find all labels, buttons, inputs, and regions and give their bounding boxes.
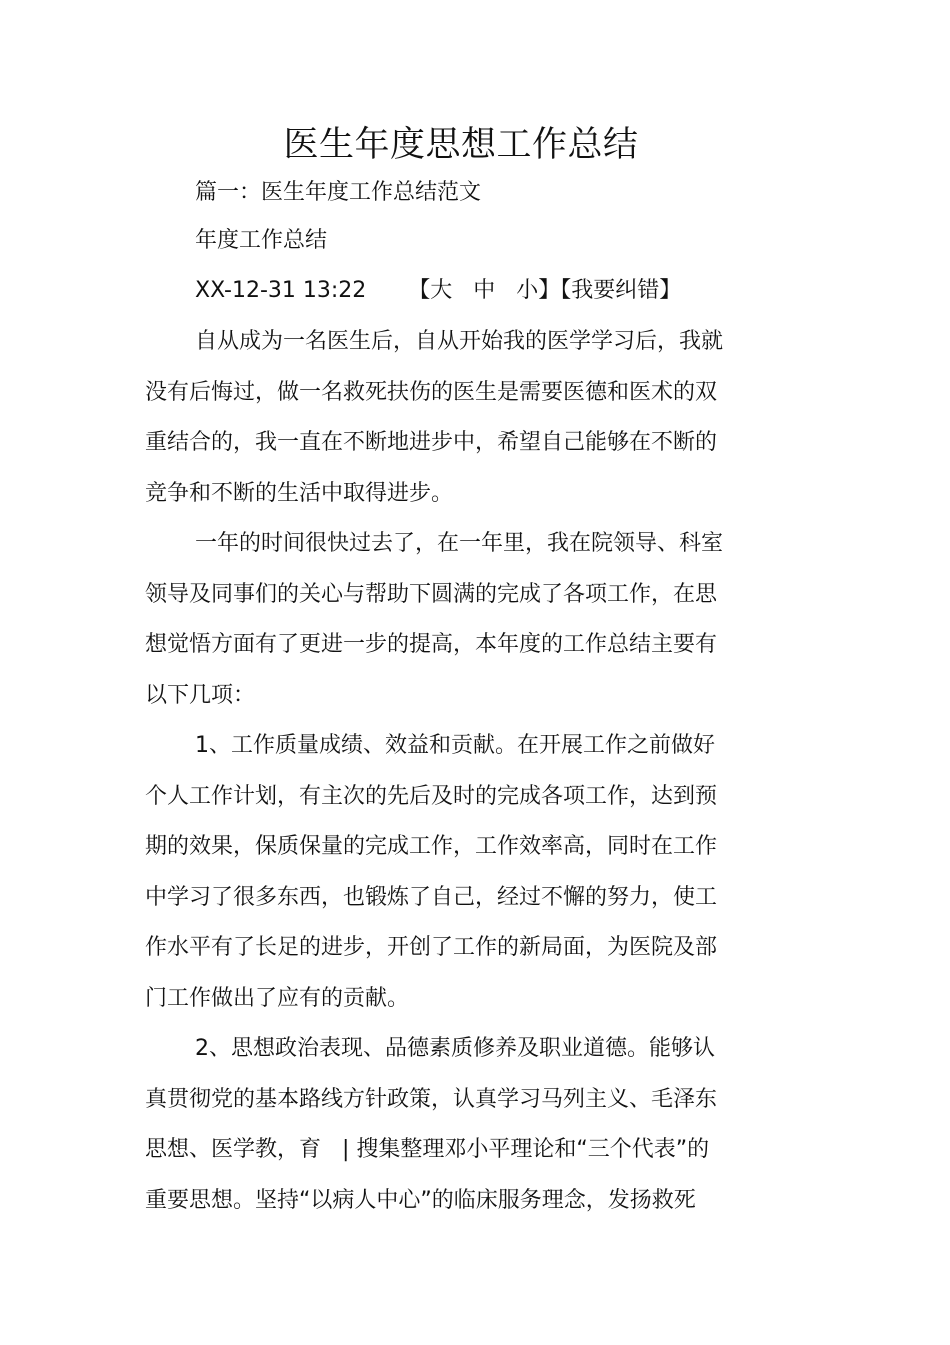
paragraph-line: 门工作做出了应有的贡献。	[145, 985, 410, 1011]
paragraph-line: 2、思想政治表现、品德素质修养及职业道德。能够认	[195, 1036, 715, 1061]
document-subtitle: 篇一：医生年度工作总结范文	[195, 180, 482, 205]
paragraph-line: 以下几项：	[145, 682, 256, 708]
paragraph-2	[145, 519, 760, 721]
meta-line: XX-12-31 13:22 【大 中 小】【我要纠错】	[195, 278, 682, 303]
paragraph-4	[145, 1024, 760, 1226]
paragraph-line: 思想、医学教，育 | 搜集整理邓小平理论和“三个代表”的	[145, 1137, 710, 1162]
document-title: 医生年度思想工作总结	[283, 125, 639, 165]
paragraph-line: 没有后悔过，做一名救死扶伤的医生是需要医德和医术的双	[145, 379, 718, 405]
paragraph-line: 竞争和不断的生活中取得进步。	[145, 480, 454, 506]
paragraph-1	[145, 317, 760, 519]
paragraph-line: 自从成为一名医生后，自从开始我的医学学习后，我就	[195, 329, 724, 354]
paragraph-line: 重结合的，我一直在不断地进步中，希望自己能够在不断的	[145, 430, 718, 455]
paragraph-line: 期的效果，保质保量的完成工作，工作效率高，同时在工作	[145, 834, 718, 859]
paragraph-line: 个人工作计划，有主次的先后及时的完成各项工作，达到预	[145, 783, 718, 809]
paragraph-line: 作水平有了长足的进步，开创了工作的新局面，为医院及部	[145, 935, 718, 960]
paragraph-line: 一年的时间很快过去了，在一年里，我在院领导、科室	[195, 531, 724, 556]
paragraph-line: 中学习了很多东西，也锻炼了自己，经过不懈的努力，使工	[145, 884, 718, 910]
paragraph-line: 1、工作质量成绩、效益和贡献。在开展工作之前做好	[195, 733, 715, 758]
body-text	[145, 317, 760, 1226]
section-heading: 年度工作总结	[195, 228, 328, 253]
paragraph-line: 真贯彻党的基本路线方针政策，认真学习马列主义、毛泽东	[145, 1086, 718, 1112]
paragraph-3	[145, 721, 760, 1024]
paragraph-line: 领导及同事们的关心与帮助下圆满的完成了各项工作，在思	[145, 581, 718, 607]
paragraph-line: 重要思想。坚持“以病人中心”的临床服务理念，发扬救死	[145, 1187, 696, 1213]
paragraph-line: 想觉悟方面有了更进一步的提高，本年度的工作总结主要有	[145, 632, 718, 657]
